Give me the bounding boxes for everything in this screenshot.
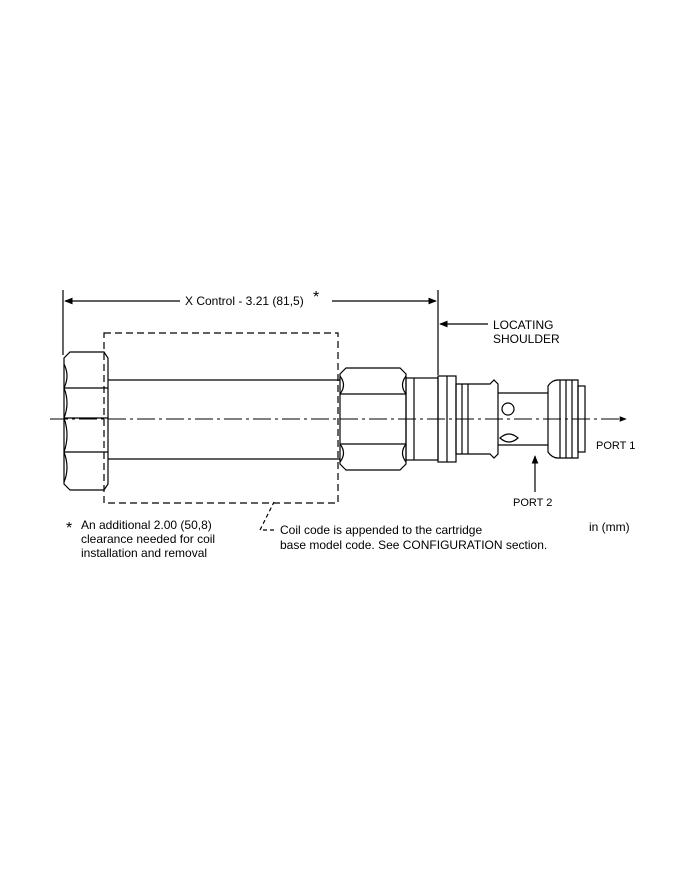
coil-code-leader xyxy=(260,502,274,530)
clearance-note-asterisk: * xyxy=(66,520,73,537)
coil-code-note-line-2: base model code. See CONFIGURATION section. xyxy=(280,538,548,552)
clearance-note-line-1: An additional 2.00 (50,8) xyxy=(81,518,212,532)
coil-code-note-line-1: Coil code is appended to the cartridge xyxy=(280,523,483,537)
coil-nut xyxy=(64,352,108,490)
x-control-dimension-text: X Control - 3.21 (81,5) xyxy=(185,294,304,308)
clearance-note-line-3: installation and removal xyxy=(81,546,208,560)
coil-envelope xyxy=(104,333,338,503)
units-label: in (mm) xyxy=(589,520,630,534)
port-2-label: PORT 2 xyxy=(513,497,553,509)
locating-shoulder-label-1: LOCATING xyxy=(493,318,554,332)
port-1-label: PORT 1 xyxy=(596,440,636,452)
locating-shoulder-label-2: SHOULDER xyxy=(493,332,560,346)
clearance-note-line-2: clearance needed for coil xyxy=(81,532,216,546)
x-control-asterisk: * xyxy=(313,289,320,306)
